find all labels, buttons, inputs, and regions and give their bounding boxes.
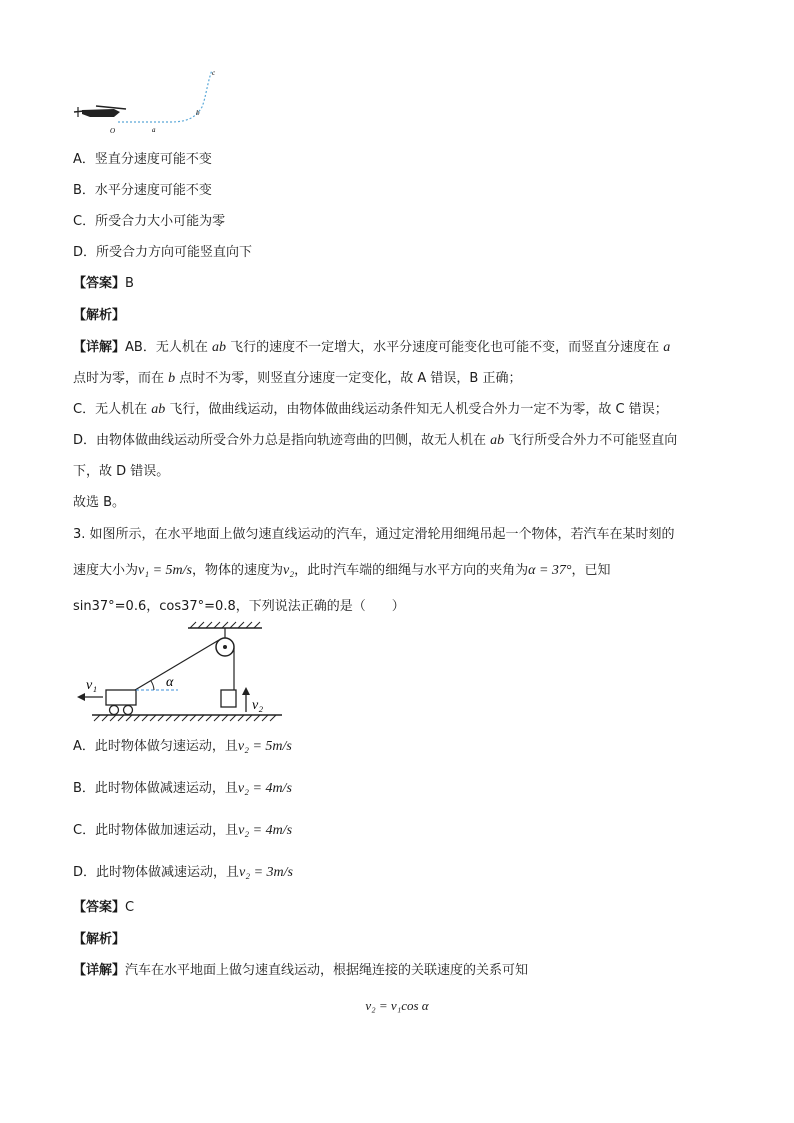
text: ，此时汽车端的细绳与水平方向的夹角为 bbox=[294, 563, 529, 578]
v2-label: v₂ bbox=[252, 698, 264, 713]
point-label-b: b bbox=[196, 109, 200, 117]
formula: v₂ = 4m/s bbox=[237, 781, 292, 796]
text: C．此时物体做加速运动，且 bbox=[73, 823, 239, 838]
formula: v₂ = 5m/s bbox=[237, 739, 292, 754]
ceiling-hatch bbox=[190, 622, 260, 628]
text: 飞行，做曲线运动，由物体做曲线运动条件知无人机受合外力一定不为零，故 C 错误； bbox=[165, 402, 668, 417]
arrow-up-icon bbox=[242, 687, 250, 695]
q2-detail-line-1 bbox=[73, 339, 670, 357]
text: B．此时物体做减速运动，且 bbox=[73, 781, 238, 796]
q2-option-c: C．所受合力大小可能为零 bbox=[73, 214, 226, 229]
q2-analysis-tag: 【解析】 bbox=[73, 308, 126, 323]
detail-tag: 【详解】 bbox=[73, 963, 126, 978]
detail-tag: 【详解】 bbox=[73, 340, 126, 355]
q2-detail-line-4 bbox=[73, 432, 677, 450]
answer-tag: 【答案】 bbox=[73, 900, 126, 915]
answer-value: C bbox=[125, 900, 135, 915]
arrow-left-icon bbox=[77, 693, 85, 701]
q2-detail-line-3 bbox=[73, 401, 668, 419]
q3-option-d bbox=[73, 864, 293, 882]
answer-value: B bbox=[125, 276, 134, 291]
q2-detail-line-2 bbox=[73, 370, 521, 388]
q2-detail-line-5: 下，故 D 错误。 bbox=[73, 464, 170, 479]
q3-answer bbox=[73, 899, 134, 917]
q2-option-a: A．竖直分速度可能不变 bbox=[73, 152, 212, 167]
q3-stem-line-2 bbox=[73, 562, 611, 580]
formula: v₁ = 5m/s bbox=[138, 563, 192, 578]
var: a bbox=[663, 340, 671, 355]
text: 飞行的速度不一定增大，水平分速度可能变化也可能不变，而竖直分速度在 bbox=[225, 340, 664, 355]
v1-label: v₁ bbox=[86, 678, 98, 693]
formula: α = 37° bbox=[528, 563, 572, 578]
text: 汽车在水平地面上做匀速直线运动，根据绳连接的关联速度的关系可知 bbox=[125, 963, 529, 978]
q3-option-c bbox=[73, 822, 292, 840]
text: D．此时物体做减速运动，且 bbox=[73, 865, 240, 880]
formula: v₂ = 3m/s bbox=[239, 865, 293, 880]
formula: v₂ bbox=[283, 563, 295, 578]
q2-option-b: B．水平分速度可能不变 bbox=[73, 183, 212, 198]
q3-option-b bbox=[73, 780, 292, 798]
text: 飞行所受合外力不可能竖直向 bbox=[504, 433, 678, 448]
answer-tag: 【答案】 bbox=[73, 276, 126, 291]
q2-option-d: D．所受合力方向可能竖直向下 bbox=[73, 245, 253, 260]
alpha-label: α bbox=[166, 675, 174, 690]
var: ab bbox=[211, 340, 226, 355]
point-label-O: O bbox=[110, 127, 116, 135]
ground-hatch bbox=[94, 715, 276, 721]
car-body bbox=[106, 690, 136, 705]
var: ab bbox=[151, 402, 166, 417]
drone-icon bbox=[74, 106, 126, 117]
q3-detail bbox=[73, 962, 528, 980]
text: ，物体的速度为 bbox=[192, 563, 284, 578]
text: AB．无人机在 bbox=[125, 340, 212, 355]
q3-option-a bbox=[73, 738, 292, 756]
text: ，已知 bbox=[571, 563, 611, 578]
q2-conclusion: 故选 B。 bbox=[73, 495, 126, 510]
q3-formula: v₂ = v₁cos α bbox=[365, 998, 429, 1013]
point-label-a: a bbox=[152, 126, 156, 134]
q2-answer bbox=[73, 275, 134, 293]
q3-analysis-tag: 【解析】 bbox=[73, 932, 126, 947]
q3-stem-line-1: 3. 如图所示，在水平地面上做匀速直线运动的汽车，通过定滑轮用细绳吊起一个物体，若汽车在某时刻的 bbox=[73, 527, 675, 542]
rope-to-car bbox=[135, 640, 219, 690]
text: 点时不为零，则竖直分速度一定变化，故 A 错误，B 正确； bbox=[175, 371, 522, 386]
text: D．由物体做曲线运动所受合外力总是指向轨迹弯曲的凹侧，故无人机在 bbox=[73, 433, 491, 448]
var: b bbox=[168, 371, 176, 386]
text: 速度大小为 bbox=[73, 563, 139, 578]
car-pulley-figure bbox=[70, 620, 290, 725]
car-wheel bbox=[110, 706, 119, 715]
text: C．无人机在 bbox=[73, 402, 152, 417]
drone-trajectory-figure bbox=[70, 62, 230, 142]
formula: v₂ = 4m/s bbox=[238, 823, 293, 838]
q3-stem-line-3: sin37°=0.6，cos37°=0.8，下列说法正确的是（ ） bbox=[73, 599, 405, 614]
point-label-c: c bbox=[212, 69, 216, 77]
text: A．此时物体做匀速运动，且 bbox=[73, 739, 238, 754]
text: 点时为零，而在 bbox=[73, 371, 169, 386]
var: ab bbox=[490, 433, 505, 448]
car-wheel bbox=[124, 706, 133, 715]
hanging-block bbox=[221, 690, 236, 707]
